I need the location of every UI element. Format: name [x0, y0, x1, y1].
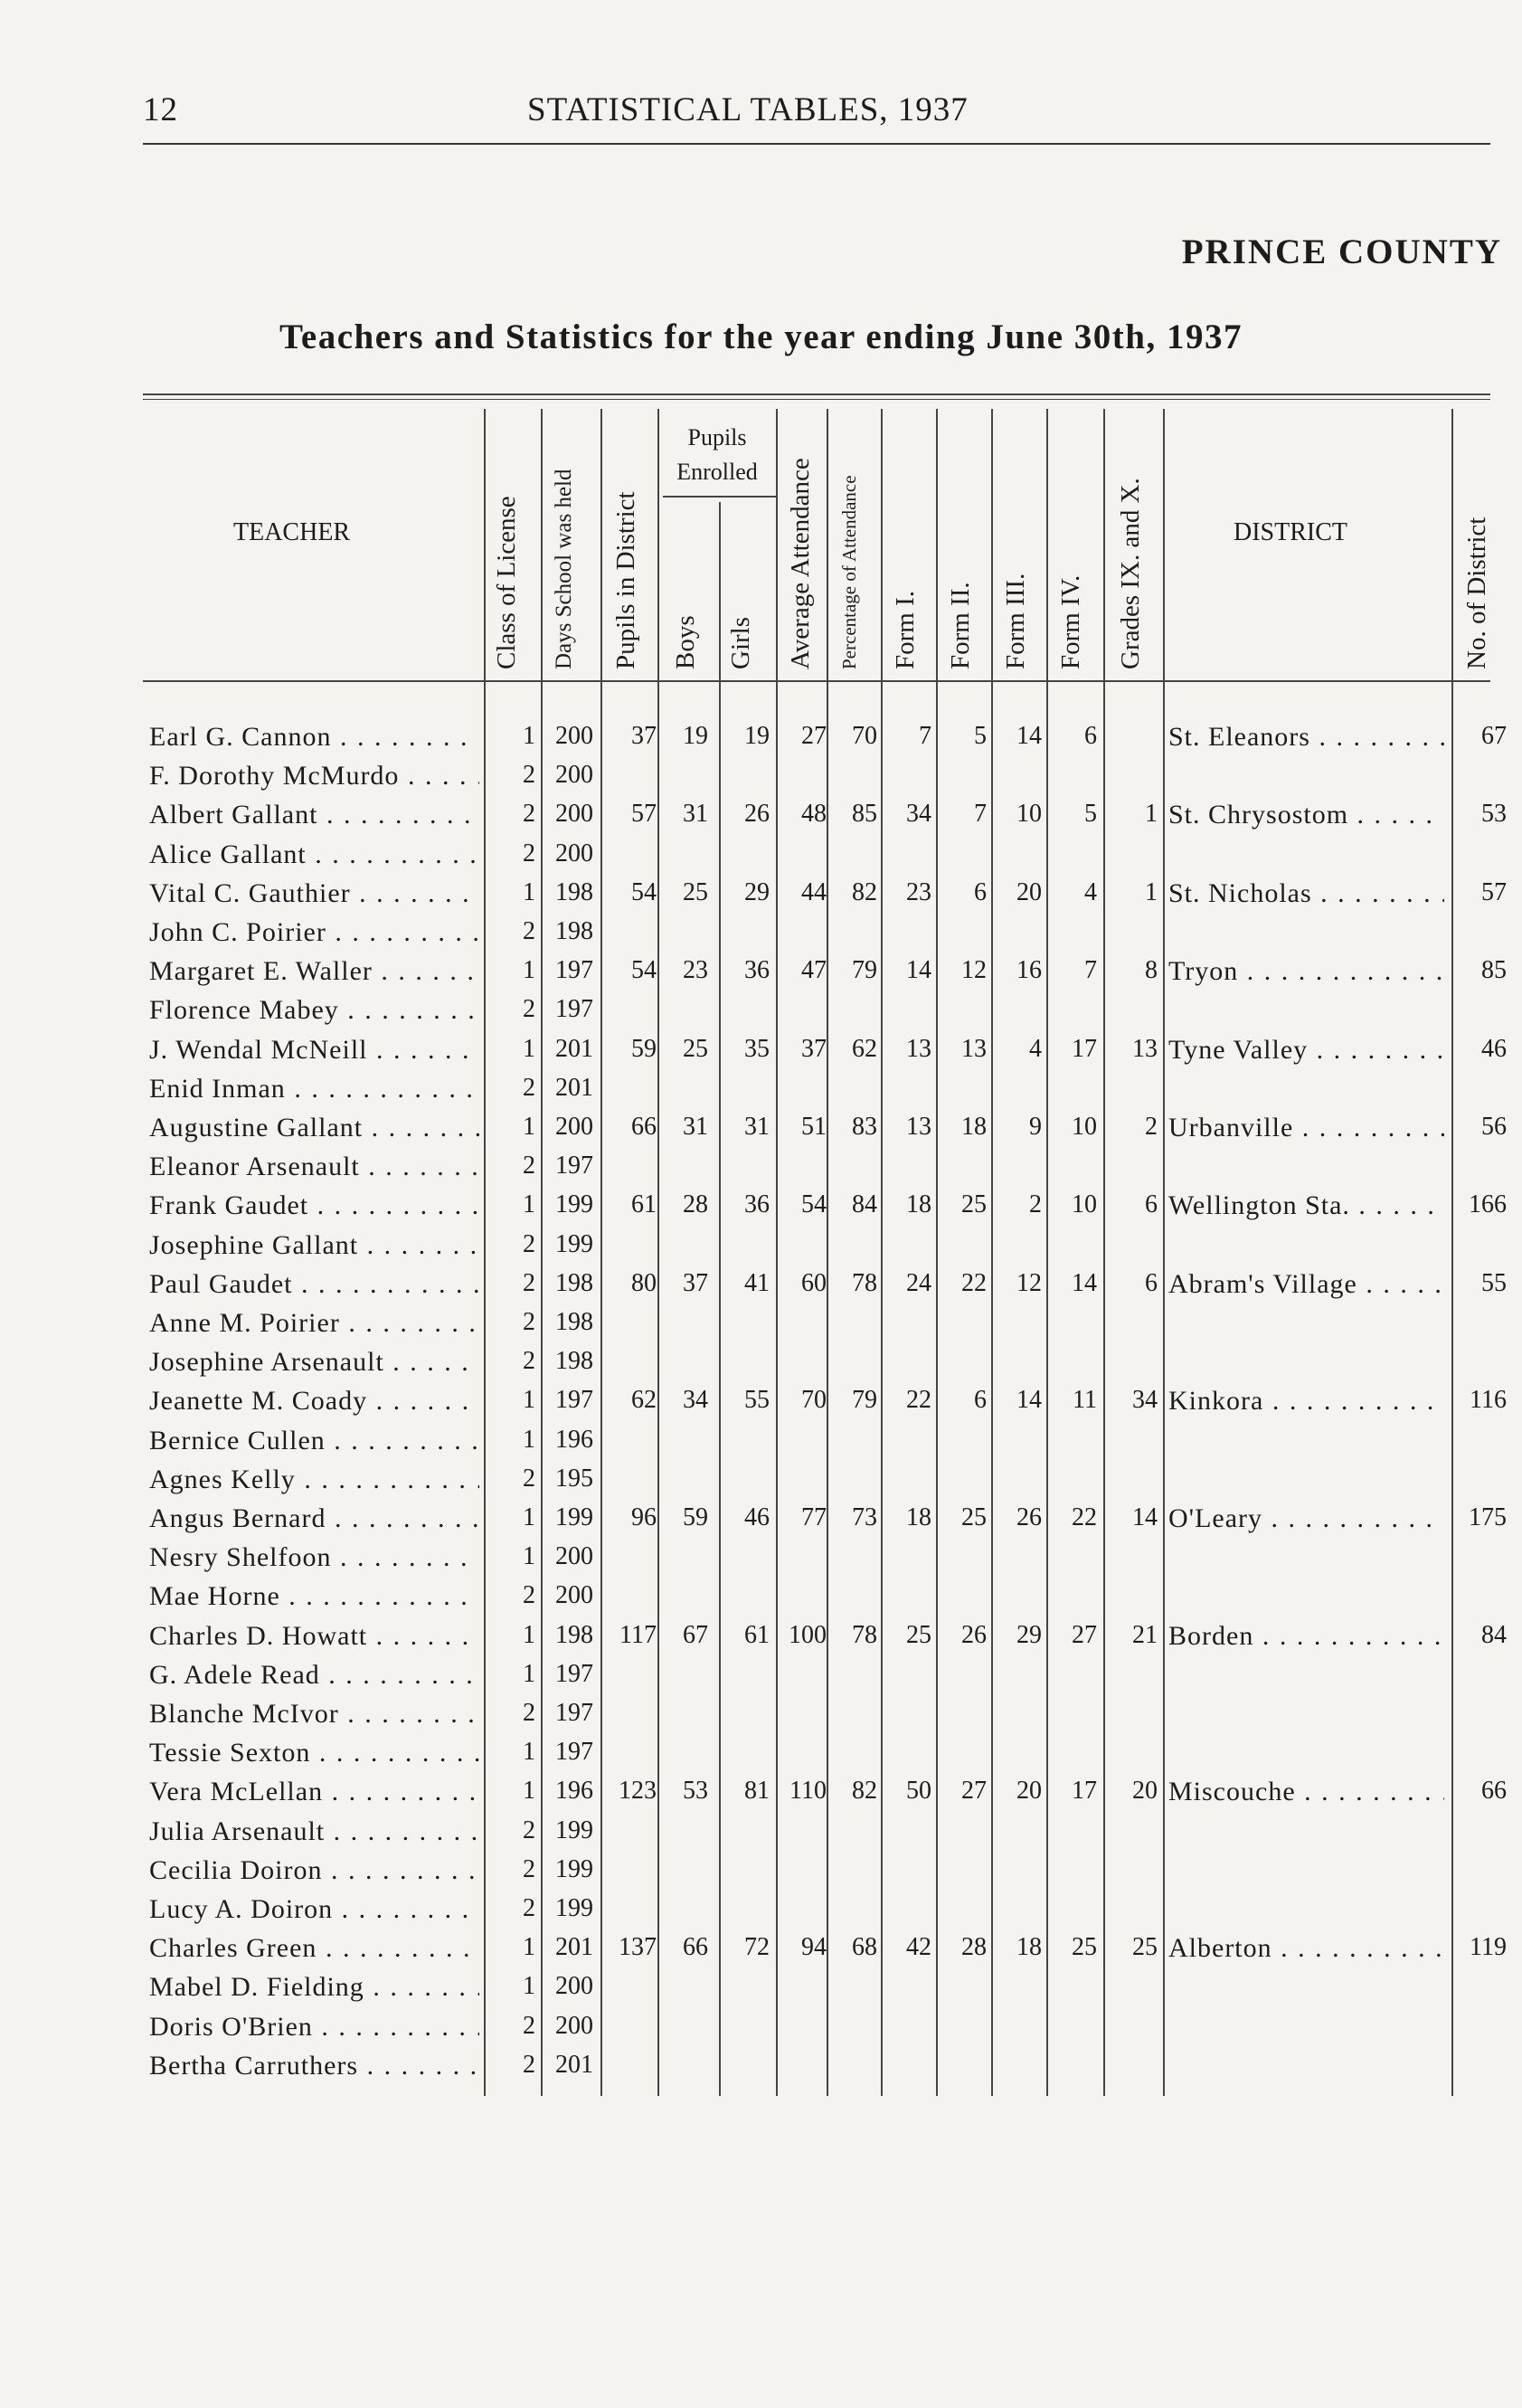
days-held: 200 [555, 761, 593, 789]
form-1-count: 24 [906, 1269, 931, 1297]
teacher-name: Paul Gaudet . . . [149, 1269, 479, 1300]
teacher-name: Anne M. Poirier . . . [149, 1308, 479, 1339]
col-header-percentage-attendance: Percentage of Attendance [838, 475, 860, 669]
form-2-count: 22 [961, 1269, 987, 1297]
district-number: 56 [1481, 1113, 1507, 1141]
teacher-name: Doris O'Brien . . . [149, 2012, 479, 2043]
form-4-count: 7 [1084, 956, 1097, 984]
teacher-name: Charles Green . . . [149, 1933, 479, 1964]
days-held: 195 [555, 1465, 593, 1493]
pupils-in-district: 61 [631, 1190, 657, 1218]
pupils-in-district: 117 [619, 1621, 657, 1649]
district-name: Abram's Village . . . [1168, 1269, 1444, 1300]
percentage-attendance: 79 [852, 1386, 877, 1414]
days-held: 199 [555, 1503, 593, 1531]
col-header-form-4: Form IV. [1056, 574, 1085, 669]
girls-enrolled: 41 [744, 1269, 770, 1297]
teacher-name: Julia Arsenault . . . [149, 1816, 479, 1847]
days-held: 198 [555, 917, 593, 945]
form-1-count: 50 [906, 1777, 931, 1805]
percentage-attendance: 82 [852, 878, 877, 906]
grades-9-10-count: 8 [1145, 956, 1158, 984]
form-4-count: 10 [1072, 1113, 1097, 1141]
days-held: 198 [555, 878, 593, 906]
days-held: 196 [555, 1777, 593, 1805]
pupils-enrolled-rule [663, 496, 776, 498]
pupils-in-district: 80 [631, 1269, 657, 1297]
class-of-license: 1 [523, 1426, 535, 1454]
col-divider [484, 409, 486, 2096]
days-held: 199 [555, 1894, 593, 1922]
col-header-teacher: TEACHER [233, 518, 351, 546]
boys-enrolled: 59 [683, 1503, 708, 1531]
teacher-name: J. Wendal McNeill . . . [149, 1035, 479, 1066]
boys-enrolled: 28 [683, 1190, 708, 1218]
col-divider [881, 409, 883, 2096]
class-of-license: 1 [523, 1933, 535, 1961]
teacher-name: Blanche McIvor . . . [149, 1699, 479, 1730]
district-number: 66 [1481, 1777, 1507, 1805]
district-name: Miscouche . . . [1168, 1777, 1444, 1807]
class-of-license: 2 [523, 761, 535, 789]
average-attendance: 60 [801, 1269, 827, 1297]
class-of-license: 2 [523, 995, 535, 1023]
class-of-license: 2 [523, 1699, 535, 1727]
class-of-license: 1 [523, 1386, 535, 1414]
teacher-name: Bertha Carruthers . . . [149, 2051, 479, 2081]
district-number: 55 [1481, 1269, 1507, 1297]
form-3-count: 9 [1029, 1113, 1042, 1141]
pupils-in-district: 54 [631, 878, 657, 906]
boys-enrolled: 67 [683, 1621, 708, 1649]
form-4-count: 6 [1084, 722, 1097, 750]
teacher-name: Charles D. Howatt . . . [149, 1621, 479, 1652]
days-held: 200 [555, 1113, 593, 1141]
days-held: 201 [555, 2051, 593, 2079]
days-held: 200 [555, 1581, 593, 1609]
class-of-license: 2 [523, 1465, 535, 1493]
col-header-form-1: Form I. [891, 591, 920, 669]
girls-enrolled: 36 [744, 956, 770, 984]
form-3-count: 18 [1016, 1933, 1042, 1961]
teacher-name: Earl G. Cannon . . . [149, 722, 479, 753]
teacher-name: Florence Mabey . . . [149, 995, 479, 1026]
header-rule [143, 143, 1490, 145]
pupils-in-district: 123 [619, 1777, 657, 1805]
form-1-count: 14 [906, 956, 931, 984]
percentage-attendance: 79 [852, 956, 877, 984]
form-3-count: 10 [1016, 800, 1042, 828]
col-header-girls: Girls [726, 617, 755, 669]
district-number: 53 [1481, 800, 1507, 828]
col-header-form-2: Form II. [946, 582, 975, 669]
girls-enrolled: 55 [744, 1386, 770, 1414]
class-of-license: 2 [523, 1269, 535, 1297]
class-of-license: 1 [523, 956, 535, 984]
class-of-license: 2 [523, 1230, 535, 1258]
district-name: O'Leary . . . [1168, 1503, 1444, 1534]
form-3-count: 20 [1016, 878, 1042, 906]
teacher-name: F. Dorothy McMurdo . . . [149, 761, 479, 792]
average-attendance: 51 [801, 1113, 827, 1141]
district-number: 46 [1481, 1035, 1507, 1063]
form-3-count: 16 [1016, 956, 1042, 984]
pupils-in-district: 37 [631, 722, 657, 750]
class-of-license: 1 [523, 1542, 535, 1570]
class-of-license: 2 [523, 839, 535, 867]
grades-9-10-count: 1 [1145, 878, 1158, 906]
teacher-name: G. Adele Read . . . [149, 1660, 479, 1691]
page-number: 12 [143, 91, 178, 128]
county-title: PRINCE COUNTY [1181, 232, 1502, 271]
days-held: 196 [555, 1426, 593, 1454]
teacher-name: John C. Poirier . . . [149, 917, 479, 948]
class-of-license: 2 [523, 1894, 535, 1922]
boys-enrolled: 66 [683, 1933, 708, 1961]
average-attendance: 100 [789, 1621, 827, 1649]
form-2-count: 12 [961, 956, 987, 984]
col-header-days-held: Days School was held [552, 469, 576, 669]
district-name: St. Chrysostom . . . [1168, 800, 1444, 830]
girls-enrolled: 46 [744, 1503, 770, 1531]
pupils-in-district: 57 [631, 800, 657, 828]
average-attendance: 48 [801, 800, 827, 828]
teacher-name: Augustine Gallant . . . [149, 1113, 479, 1143]
teacher-name: Alice Gallant . . . [149, 839, 479, 870]
form-2-count: 6 [974, 878, 987, 906]
class-of-license: 1 [523, 1777, 535, 1805]
form-1-count: 13 [906, 1113, 931, 1141]
boys-enrolled: 34 [683, 1386, 708, 1414]
form-1-count: 42 [906, 1933, 931, 1961]
form-1-count: 34 [906, 800, 931, 828]
days-held: 200 [555, 2012, 593, 2040]
grades-9-10-count: 20 [1132, 1777, 1158, 1805]
average-attendance: 44 [801, 878, 827, 906]
days-held: 197 [555, 1699, 593, 1727]
district-name: St. Nicholas . . . [1168, 878, 1444, 909]
teacher-name: Frank Gaudet . . . [149, 1190, 479, 1221]
grades-9-10-count: 21 [1132, 1621, 1158, 1649]
boys-enrolled: 23 [683, 956, 708, 984]
form-1-count: 13 [906, 1035, 931, 1063]
form-3-count: 4 [1029, 1035, 1042, 1063]
form-2-count: 25 [961, 1503, 987, 1531]
teacher-name: Josephine Arsenault . . . [149, 1347, 479, 1378]
district-number: 119 [1470, 1933, 1507, 1961]
col-header-grades-9-10: Grades IX. and X. [1116, 478, 1145, 669]
percentage-attendance: 78 [852, 1621, 877, 1649]
days-held: 197 [555, 956, 593, 984]
days-held: 197 [555, 1386, 593, 1414]
days-held: 198 [555, 1621, 593, 1649]
district-name: Tryon . . . [1168, 956, 1444, 987]
class-of-license: 1 [523, 1503, 535, 1531]
percentage-attendance: 70 [852, 722, 877, 750]
form-2-count: 25 [961, 1190, 987, 1218]
grades-9-10-count: 6 [1145, 1190, 1158, 1218]
form-4-count: 11 [1073, 1386, 1097, 1414]
form-2-count: 27 [961, 1777, 987, 1805]
class-of-license: 2 [523, 1074, 535, 1102]
percentage-attendance: 85 [852, 800, 877, 828]
percentage-attendance: 73 [852, 1503, 877, 1531]
average-attendance: 77 [801, 1503, 827, 1531]
girls-enrolled: 61 [744, 1621, 770, 1649]
col-header-district-no: No. of District [1462, 517, 1491, 669]
class-of-license: 1 [523, 1738, 535, 1766]
class-of-license: 2 [523, 1581, 535, 1609]
district-name: Wellington Sta. . . . [1168, 1190, 1444, 1221]
pupils-in-district: 59 [631, 1035, 657, 1063]
form-1-count: 18 [906, 1190, 931, 1218]
teacher-name: Josephine Gallant . . . [149, 1230, 479, 1261]
district-number: 85 [1481, 956, 1507, 984]
class-of-license: 1 [523, 1113, 535, 1141]
teacher-name: Cecilia Doiron . . . [149, 1855, 479, 1886]
percentage-attendance: 84 [852, 1190, 877, 1218]
percentage-attendance: 62 [852, 1035, 877, 1063]
average-attendance: 110 [789, 1777, 827, 1805]
class-of-license: 1 [523, 1621, 535, 1649]
days-held: 198 [555, 1269, 593, 1297]
class-of-license: 2 [523, 917, 535, 945]
days-held: 197 [555, 1738, 593, 1766]
pupils-in-district: 66 [631, 1113, 657, 1141]
form-4-count: 17 [1072, 1777, 1097, 1805]
average-attendance: 47 [801, 956, 827, 984]
form-1-count: 22 [906, 1386, 931, 1414]
grades-9-10-count: 34 [1132, 1386, 1158, 1414]
form-3-count: 14 [1016, 722, 1042, 750]
average-attendance: 37 [801, 1035, 827, 1063]
district-number: 84 [1481, 1621, 1507, 1649]
days-held: 199 [555, 1855, 593, 1883]
days-held: 197 [555, 1660, 593, 1688]
percentage-attendance: 68 [852, 1933, 877, 1961]
grades-9-10-count: 1 [1145, 800, 1158, 828]
col-header-pupils-in-district: Pupils in District [611, 491, 640, 669]
col-header-average-attendance: Average Attendance [786, 458, 815, 669]
class-of-license: 2 [523, 1347, 535, 1375]
form-4-count: 4 [1084, 878, 1097, 906]
days-held: 200 [555, 722, 593, 750]
pupils-enrolled-line2: Enrolled [676, 459, 758, 485]
class-of-license: 1 [523, 878, 535, 906]
teacher-name: Jeanette M. Coady . . . [149, 1386, 479, 1417]
days-held: 199 [555, 1230, 593, 1258]
col-divider [776, 409, 778, 2096]
teacher-name: Enid Inman . . . [149, 1074, 479, 1104]
district-name: Tyne Valley . . . [1168, 1035, 1444, 1066]
page-header [143, 90, 1490, 130]
girls-enrolled: 19 [744, 722, 770, 750]
days-held: 200 [555, 839, 593, 867]
boys-enrolled: 53 [683, 1777, 708, 1805]
average-attendance: 94 [801, 1933, 827, 1961]
col-divider [657, 409, 659, 2096]
col-header-form-3: Form III. [1001, 573, 1030, 669]
days-held: 197 [555, 995, 593, 1023]
girls-enrolled: 31 [744, 1113, 770, 1141]
col-divider [1163, 409, 1165, 2096]
class-of-license: 2 [523, 1816, 535, 1844]
class-of-license: 1 [523, 1190, 535, 1218]
average-attendance: 70 [801, 1386, 827, 1414]
district-name: Alberton . . . [1168, 1933, 1444, 1964]
district-number: 116 [1470, 1386, 1507, 1414]
teacher-name: Lucy A. Doiron . . . [149, 1894, 479, 1925]
form-2-count: 6 [974, 1386, 987, 1414]
form-1-count: 18 [906, 1503, 931, 1531]
teacher-name: Margaret E. Waller . . . [149, 956, 479, 987]
pupils-in-district: 137 [619, 1933, 657, 1961]
days-held: 200 [555, 1542, 593, 1570]
class-of-license: 1 [523, 1035, 535, 1063]
col-header-pupils-enrolled [658, 421, 776, 489]
days-held: 201 [555, 1074, 593, 1102]
grades-9-10-count: 2 [1145, 1113, 1158, 1141]
class-of-license: 2 [523, 800, 535, 828]
district-name: Urbanville . . . [1168, 1113, 1444, 1143]
boys-enrolled: 31 [683, 1113, 708, 1141]
teacher-name: Mabel D. Fielding . . . [149, 1972, 479, 2003]
col-divider [991, 409, 993, 2096]
col-divider [936, 409, 938, 2096]
col-divider [827, 409, 828, 2096]
girls-enrolled: 35 [744, 1035, 770, 1063]
teacher-name: Vera McLellan . . . [149, 1777, 479, 1807]
form-2-count: 13 [961, 1035, 987, 1063]
boys-enrolled: 25 [683, 1035, 708, 1063]
form-2-count: 26 [961, 1621, 987, 1649]
teacher-name: Mae Horne . . . [149, 1581, 479, 1612]
boys-enrolled: 19 [683, 722, 708, 750]
teacher-name: Eleanor Arsenault . . . [149, 1152, 479, 1182]
form-3-count: 14 [1016, 1386, 1042, 1414]
girls-enrolled: 36 [744, 1190, 770, 1218]
percentage-attendance: 82 [852, 1777, 877, 1805]
girls-enrolled: 72 [744, 1933, 770, 1961]
days-held: 199 [555, 1190, 593, 1218]
col-header-class-of-license: Class of License [492, 496, 521, 669]
table-subtitle: Teachers and Statistics for the year ending June 30th, 1937 [279, 318, 1243, 356]
form-4-count: 27 [1072, 1621, 1097, 1649]
grades-9-10-count: 13 [1132, 1035, 1158, 1063]
pupils-in-district: 96 [631, 1503, 657, 1531]
form-4-count: 17 [1072, 1035, 1097, 1063]
form-4-count: 10 [1072, 1190, 1097, 1218]
days-held: 199 [555, 1816, 593, 1844]
average-attendance: 27 [801, 722, 827, 750]
days-held: 198 [555, 1308, 593, 1336]
form-4-count: 25 [1072, 1933, 1097, 1961]
district-number: 166 [1469, 1190, 1507, 1218]
district-number: 67 [1481, 722, 1507, 750]
girls-enrolled: 29 [744, 878, 770, 906]
form-1-count: 7 [919, 722, 931, 750]
grades-9-10-count: 14 [1132, 1503, 1158, 1531]
average-attendance: 54 [801, 1190, 827, 1218]
boys-enrolled: 37 [683, 1269, 708, 1297]
form-2-count: 7 [974, 800, 987, 828]
pupils-in-district: 62 [631, 1386, 657, 1414]
teacher-name: Angus Bernard . . . [149, 1503, 479, 1534]
district-number: 57 [1481, 878, 1507, 906]
form-3-count: 26 [1016, 1503, 1042, 1531]
form-4-count: 14 [1072, 1269, 1097, 1297]
grades-9-10-count: 6 [1145, 1269, 1158, 1297]
class-of-license: 1 [523, 1660, 535, 1688]
form-2-count: 18 [961, 1113, 987, 1141]
district-number: 175 [1469, 1503, 1507, 1531]
teacher-name: Albert Gallant . . . [149, 800, 479, 830]
teacher-name: Tessie Sexton . . . [149, 1738, 479, 1768]
col-divider [1103, 409, 1105, 2096]
form-1-count: 23 [906, 878, 931, 906]
col-header-district: DISTRICT [1234, 518, 1347, 546]
form-2-count: 5 [974, 722, 987, 750]
percentage-attendance: 83 [852, 1113, 877, 1141]
col-divider [1451, 409, 1453, 2096]
pupils-enrolled-line1: Pupils [687, 424, 747, 450]
district-name: St. Eleanors . . . [1168, 722, 1444, 753]
class-of-license: 1 [523, 722, 535, 750]
form-3-count: 12 [1016, 1269, 1042, 1297]
girls-enrolled: 26 [744, 800, 770, 828]
col-header-boys: Boys [671, 615, 700, 669]
form-3-count: 29 [1016, 1621, 1042, 1649]
class-of-license: 2 [523, 1855, 535, 1883]
days-held: 198 [555, 1347, 593, 1375]
days-held: 200 [555, 1972, 593, 2000]
class-of-license: 1 [523, 1972, 535, 2000]
percentage-attendance: 78 [852, 1269, 877, 1297]
class-of-license: 2 [523, 2051, 535, 2079]
pupils-in-district: 54 [631, 956, 657, 984]
teacher-name: Nesry Shelfoon . . . [149, 1542, 479, 1573]
form-4-count: 22 [1072, 1503, 1097, 1531]
girls-enrolled: 81 [744, 1777, 770, 1805]
header-bottom-rule [143, 680, 1490, 682]
teacher-name: Bernice Cullen . . . [149, 1426, 479, 1456]
form-1-count: 25 [906, 1621, 931, 1649]
form-3-count: 2 [1029, 1190, 1042, 1218]
district-name: Borden . . . [1168, 1621, 1444, 1652]
grades-9-10-count: 25 [1132, 1933, 1158, 1961]
table-top-rule [143, 393, 1490, 400]
class-of-license: 2 [523, 1152, 535, 1180]
boys-enrolled: 31 [683, 800, 708, 828]
form-4-count: 5 [1084, 800, 1097, 828]
form-2-count: 28 [961, 1933, 987, 1961]
boys-enrolled: 25 [683, 878, 708, 906]
class-of-license: 2 [523, 2012, 535, 2040]
teacher-name: Agnes Kelly . . . [149, 1465, 479, 1495]
teacher-name: Vital C. Gauthier . . . [149, 878, 479, 909]
col-divider [600, 409, 602, 2096]
days-held: 201 [555, 1933, 593, 1961]
days-held: 201 [555, 1035, 593, 1063]
form-3-count: 20 [1016, 1777, 1042, 1805]
running-title: STATISTICAL TABLES, 1937 [527, 91, 969, 128]
days-held: 197 [555, 1152, 593, 1180]
col-divider [1046, 409, 1048, 2096]
class-of-license: 2 [523, 1308, 535, 1336]
district-name: Kinkora . . . [1168, 1386, 1444, 1417]
days-held: 200 [555, 800, 593, 828]
